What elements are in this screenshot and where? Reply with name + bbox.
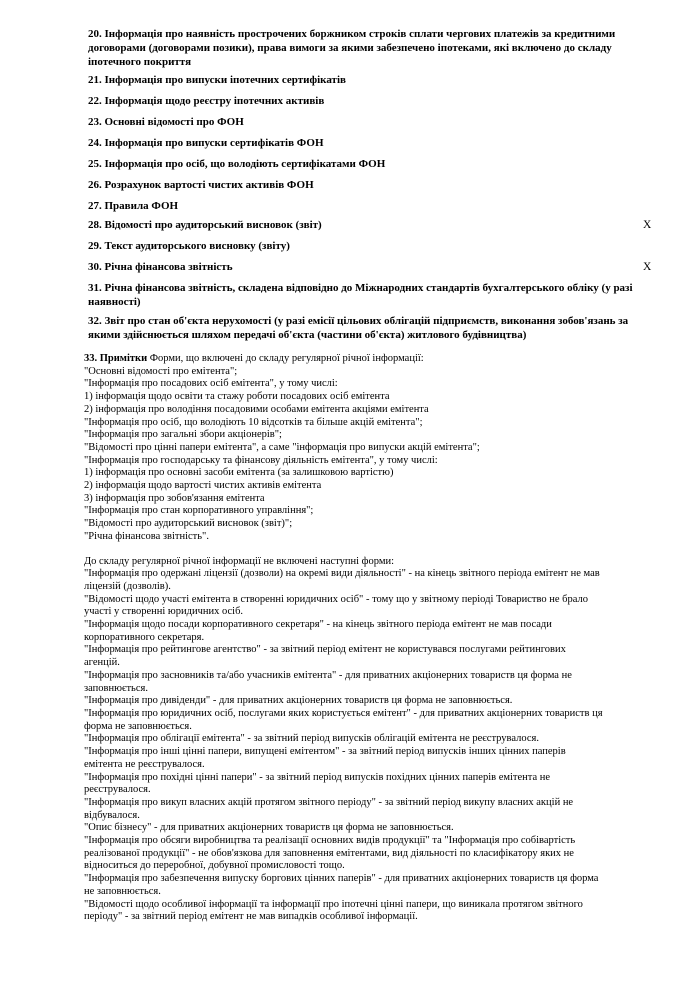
excluded-form-line: не заповнюється. <box>84 885 161 897</box>
excluded-form-entry <box>84 670 670 695</box>
included-form-line: "Річна фінансова звітність". <box>84 530 209 542</box>
excluded-form-line: "Відомості щодо участі емітента в створенні юридичних осіб" - тому що у звітному періоді Товариство не брало <box>84 593 588 605</box>
excluded-form-line: "Опис бізнесу" - для приватних акціонерних товариств ця форма не заповнюється. <box>84 822 454 834</box>
form-item: 28. Відомості про аудиторський висновок (звіт) <box>88 219 322 231</box>
excluded-form-line: періоду" - за звітний період емітент не мав випадків особливої інформації. <box>84 911 418 923</box>
included-forms-list <box>84 366 670 544</box>
excluded-form-line: "Інформація щодо посади корпоративного секретаря" - на кінець звітного періода емітент не мав посади <box>84 619 552 631</box>
form-item: 20. Інформація про наявність прострочених боржником строків сплати чергових платежів за кредитними договорами (договорами позики), права вимоги за якими забезпечено іпотеками, які включено до складу іпотечного покриття <box>88 28 616 68</box>
form-item: 29. Текст аудиторського висновку (звіту) <box>88 240 290 252</box>
excluded-heading: До складу регулярної річної інформації не включені наступні форми: <box>84 555 395 567</box>
excluded-form-entry <box>84 708 670 733</box>
excluded-form-line: корпоративного секретаря. <box>84 631 205 643</box>
included-form-line: "Інформація про осіб, що володіють 10 відсотків та більше акцій емітента"; <box>84 416 423 428</box>
excluded-form-line: форма не заповнюється. <box>84 720 192 732</box>
excluded-form-line: відноситься до переробної, добувної промисловості тощо. <box>84 860 345 872</box>
excluded-form-entry <box>84 835 670 873</box>
form-item: 32. Звіт про стан об'єкта нерухомості (у разі емісії цільових облігацій підприємств, виконання зобов'язань за якими здійснюється шляхом передачі об'єкта (частини об'єкта) житлового будівництва) <box>88 315 629 341</box>
included-form-line: 2) інформація про володіння посадовими особами емітента акціями емітента <box>84 403 429 415</box>
excluded-form-line: "Інформація про одержані ліцензії (дозволи) на окремі види діяльності" - на кінець звітного періода емітент не мав <box>84 568 600 580</box>
excluded-form-line: "Інформація про юридичних осіб, послугами яких користується емітент" - для приватних акціонерних товариств ця <box>84 707 603 719</box>
excluded-form-line: "Інформація про рейтингове агентство" - за звітний період емітент не користувався послугами рейтингових <box>84 644 566 656</box>
excluded-form-line: "Інформація про засновників та/або учасників емітента" - для приватних акціонерних товариств ця форма не <box>84 669 572 681</box>
excluded-form-entry <box>84 733 670 746</box>
form-item: 31. Річна фінансова звітність, складена відповідно до Міжнародних стандартів бухгалтерського обліку (у разі наявності) <box>88 282 633 308</box>
included-form-line: "Інформація про стан корпоративного управління"; <box>84 505 314 517</box>
excluded-form-line: реєструвалося. <box>84 784 151 796</box>
notes-heading <box>84 353 670 366</box>
excluded-form-entry <box>84 772 670 797</box>
excluded-form-entry <box>84 797 670 822</box>
notes-heading-label: 33. Примітки <box>84 353 148 364</box>
included-form-line: 1) інформація про основні засоби емітента (за залишковою вартістю) <box>84 467 394 479</box>
excluded-form-line: заповнюється. <box>84 682 148 694</box>
included-form-line: 3) інформація про зобов'язання емітента <box>84 492 265 504</box>
included-form-line: "Відомості про цінні папери емітента", а саме "інформація про випуски акцій емітента"; <box>84 441 480 453</box>
excluded-form-entry <box>84 873 670 898</box>
excluded-form-line: "Інформація про інші цінні папери, випущені емітентом" - за звітний період випусків інших цінних паперів <box>84 746 566 758</box>
excluded-form-entry <box>84 644 670 669</box>
excluded-form-line: "Інформація про обсяги виробництва та реалізації основних видів продукції" та "Інформація про собівартість <box>84 835 576 847</box>
excluded-form-entry <box>84 822 670 835</box>
excluded-form-line: "Інформація про дивіденди" - для приватних акціонерних товариств ця форма не заповнюється. <box>84 695 513 707</box>
excluded-form-line: агенцій. <box>84 657 120 669</box>
excluded-form-entry <box>84 568 670 593</box>
form-item: 25. Інформація про осіб, що володіють сертифікатами ФОН <box>88 158 386 170</box>
excluded-form-line: ліцензій (дозволів). <box>84 580 171 592</box>
excluded-form-line: участі у створенні юридичних осіб. <box>84 606 244 618</box>
excluded-form-entry <box>84 746 670 771</box>
spacer <box>84 544 670 556</box>
included-form-line: "Відомості про аудиторський висновок (звіт)"; <box>84 518 293 530</box>
included-form-line: 2) інформація щодо вартості чистих активів емітента <box>84 480 322 492</box>
excluded-form-line: "Відомості щодо особливої інформації та інформації про іпотечні цінні папери, що виникала протягом звітного <box>84 898 583 910</box>
form-item: 27. Правила ФОН <box>88 200 179 212</box>
excluded-form-line: "Інформація про викуп власних акцій протягом звітного періоду" - за звітний період викупу власних акцій не <box>84 796 574 808</box>
excluded-form-line: "Інформація про забезпечення випуску боргових цінних паперів" - для приватних акціонерних товариств ця форма <box>84 873 599 885</box>
notes-heading-text: Форми, що включені до складу регулярної річної інформації: <box>147 353 424 364</box>
excluded-form-line: відбувалося. <box>84 809 140 821</box>
excluded-form-line: "Інформація про похідні цінні папери" - за звітний період випусків похідних цінних паперів емітента не <box>84 771 551 783</box>
form-item: 23. Основні відомості про ФОН <box>88 116 244 128</box>
excluded-form-entry <box>84 594 670 619</box>
included-form-line: "Основні відомості про емітента"; <box>84 365 238 377</box>
included-form-line: "Інформація про загальні збори акціонерів"; <box>84 429 282 441</box>
excluded-form-entry <box>84 695 670 708</box>
form-item: 26. Розрахунок вартості чистих активів ФОН <box>88 179 314 191</box>
form-item: 24. Інформація про випуски сертифікатів ФОН <box>88 137 324 149</box>
excluded-form-entry <box>84 619 670 644</box>
excluded-form-entry <box>84 899 670 924</box>
form-item: 21. Інформація про випуски іпотечних сертифікатів <box>88 74 346 86</box>
included-form-line: "Інформація про господарську та фінансову діяльність емітента", у тому числі: <box>84 454 438 466</box>
form-item: 22. Інформація щодо реєстру іпотечних активів <box>88 95 325 107</box>
excluded-forms-list <box>84 568 670 924</box>
form-item-mark: X <box>643 261 652 273</box>
excluded-form-line: емітента не реєструвалося. <box>84 758 205 770</box>
included-form-line: 1) інформація щодо освіти та стажу роботи посадових осіб емітента <box>84 391 390 403</box>
excluded-form-line: реалізованої продукції" - не обов'язкова для заповнення емітентами, вид діяльності по класифікатору яких не <box>84 847 574 859</box>
notes-section <box>84 353 670 924</box>
excluded-form-line: "Інформація про облігації емітента" - за звітний період випусків облігацій емітента не реєструвалося. <box>84 733 539 745</box>
included-form-line: "Інформація про посадових осіб емітента", у тому числі: <box>84 378 338 390</box>
form-item: 30. Річна фінансова звітність <box>88 261 233 273</box>
form-item-mark: X <box>643 219 652 231</box>
